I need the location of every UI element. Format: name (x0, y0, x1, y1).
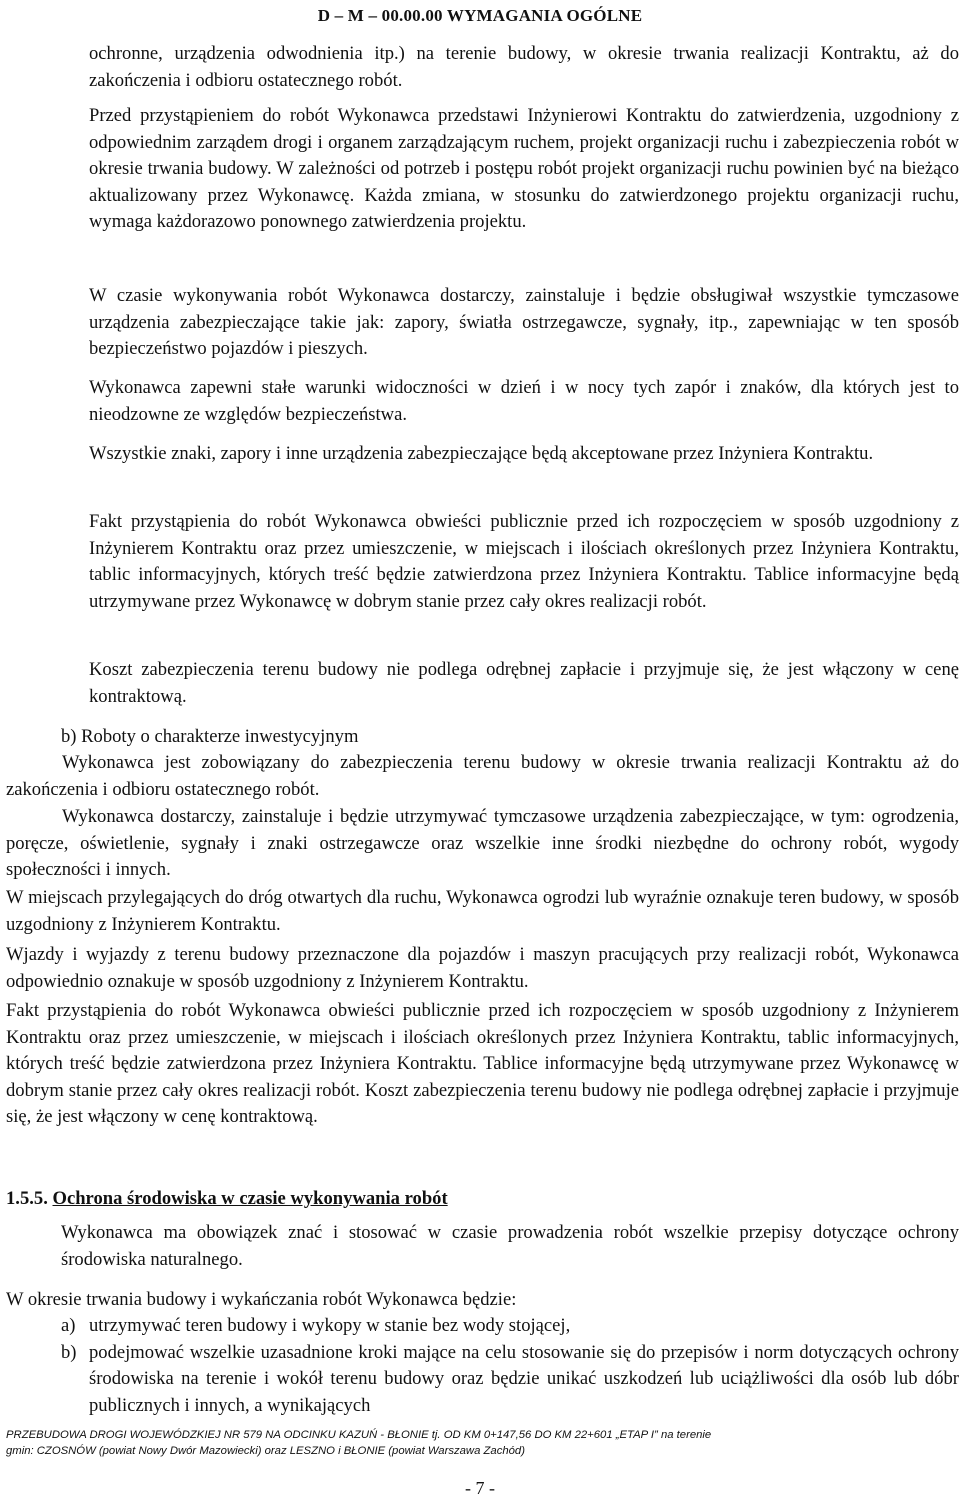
paragraph-public-notice: Fakt przystąpienia do robót Wykonawca obwieści publicznie przed ich rozpoczęciem w sposób uzgodniony z Inżynierem Kontraktu oraz przez umieszczenie, w miejscach i ilościach określonych przez Inżyniera Kontraktu, tablic informacyjnych, których treść będzie zatwierdzona przez Inżyniera Kontraktu. Tablice informacyjne będą utrzymywane przez Wykonawcę w dobrym stanie przez cały okres realizacji robót. (89, 511, 959, 612)
list-marker: a) (61, 1315, 76, 1336)
subheading-b: b) Roboty o charakterze inwestycyjnym (61, 726, 359, 747)
running-header: D – M – 00.00.00 WYMAGANIA OGÓLNE (317, 6, 643, 25)
paragraph-b-temporary-devices: Wykonawca dostarczy, zainstaluje i będzie utrzymywać tymczasowe urządzenia zabezpieczające, w tym: ogrodzenia, poręcze, oświetlenie, sygnały i znaki ostrzegawcze oraz wszelkie inne środki niezbędne do ochrony robót, wygody społeczności i innych. (6, 806, 959, 880)
paragraph-b-fencing: W miejscach przylegających do dróg otwartych dla ruchu, Wykonawca ogrodzi lub wyraźnie oznakuje teren budowy, w sposób uzgodniony z Inżynierem Kontraktu. (6, 887, 959, 935)
footer-line: PRZEBUDOWA DROGI WOJEWÓDZKIEJ NR 579 NA ODCINKU KAZUŃ - BŁONIE tj. OD KM 0+147,56 DO KM 22+601 „ETAP I” na terenie (6, 1429, 712, 1441)
page-number: - 7 - (465, 1478, 495, 1498)
paragraph-traffic-organization: Przed przystąpieniem do robót Wykonawca przedstawi Inżynierowi Kontraktu do zatwierdzenia, uzgodniony z odpowiednim zarządem drogi i organem zarządzającym ruchem, projekt organizacji ruchu i zabezpieczenia robót w okresie trwania budowy. W zależności od potrzeb i postępu robót projekt organizacji ruchu powinien być na bieżąco aktualizowany przez Wykonawcę. Każda zmiana, w stosunku do zatwierdzonego projektu organizacji ruchu, wymaga każdorazowo ponownego zatwierdzenia projektu. (89, 105, 959, 232)
page-footer (6, 1427, 960, 1459)
list-item-text: podejmować wszelkie uzasadnione kroki mające na celu stosowanie się do przepisów i norm dotyczących ochrony środowiska na terenie i wokół terenu budowy oraz będzie unikać uszkodzeń lub uciążliwości dla osób lub dóbr publicznych i innych, a wynikających (89, 1341, 959, 1416)
paragraph-b-public-notice: Fakt przystąpienia do robót Wykonawca obwieści publicznie przed ich rozpoczęciem w sposób uzgodniony z Inżynierem Kontraktu oraz przez umieszczenie, w miejscach i ilościach określonych przez Inżyniera Kontraktu, tablic informacyjnych, których treść będzie zatwierdzona przez Inżyniera Kontraktu. Tablice informacyjne będą utrzymywane przez Wykonawcę w dobrym stanie przez cały okres realizacji robót. Koszt zabezpieczenia terenu budowy nie podlega odrębnej zapłacie i przyjmuje się, że jest włączony w cenę kontraktową. (6, 1000, 959, 1127)
section-title: Ochrona środowiska w czasie wykonywania robót (52, 1188, 448, 1209)
paragraph-visibility: Wykonawca zapewni stałe warunki widoczności w dzień i w nocy tych zapór i znaków, dla których jest to nieodzowne ze względów bezpieczeństwa. (89, 377, 959, 425)
paragraph-b-entrances: Wjazdy i wyjazdy z terenu budowy przeznaczone dla pojazdów i maszyn pracujących przy realizacji robót, Wykonawca odpowiednio oznakuje w sposób uzgodniony z Inżynierem Kontraktu. (6, 944, 959, 992)
paragraph-b-protection: Wykonawca jest zobowiązany do zabezpieczenia terenu budowy w okresie trwania realizacji Kontraktu aż do zakończenia i odbioru ostatecznego robót. (6, 752, 959, 800)
list-item (61, 1313, 959, 1340)
paragraph-cost: Koszt zabezpieczenia terenu budowy nie podlega odrębnej zapłacie i przyjmuje się, że jest włączony w cenę kontraktową. (89, 659, 959, 707)
footer-line: gmin: CZOSNÓW (powiat Nowy Dwór Mazowiecki) oraz LESZNO i BŁONIE (powiat Warszawa Zachód) (6, 1445, 525, 1457)
section-number: 1.5.5. (6, 1188, 48, 1209)
paragraph-safety-devices: W czasie wykonywania robót Wykonawca dostarczy, zainstaluje i będzie obsługiwał wszystkie tymczasowe urządzenia zabezpieczające takie jak: zapory, światła ostrzegawcze, sygnały, itp., zapewniając w ten sposób bezpieczeństwo pojazdów i pieszych. (89, 285, 959, 359)
paragraph-signs-acceptance: Wszystkie znaki, zapory i inne urządzenia zabezpieczające będą akceptowane przez Inżyniera Kontraktu. (89, 443, 874, 464)
obligations-list (61, 1313, 959, 1419)
section-lead: W okresie trwania budowy i wykańczania robót Wykonawca będzie: (6, 1289, 517, 1310)
list-item-text: utrzymywać teren budowy i wykopy w stanie bez wody stojącej, (89, 1315, 571, 1336)
list-marker: b) (61, 1341, 77, 1363)
paragraph-continuation: ochronne, urządzenia odwodnienia itp.) na terenie budowy, w okresie trwania realizacji Kontraktu, aż do zakończenia i odbioru ostatecznego robót. (89, 43, 959, 91)
section-intro: Wykonawca ma obowiązek znać i stosować w czasie prowadzenia robót wszelkie przepisy dotyczące ochrony środowiska naturalnego. (61, 1222, 959, 1270)
section-heading (6, 1186, 448, 1213)
list-item (61, 1340, 959, 1420)
